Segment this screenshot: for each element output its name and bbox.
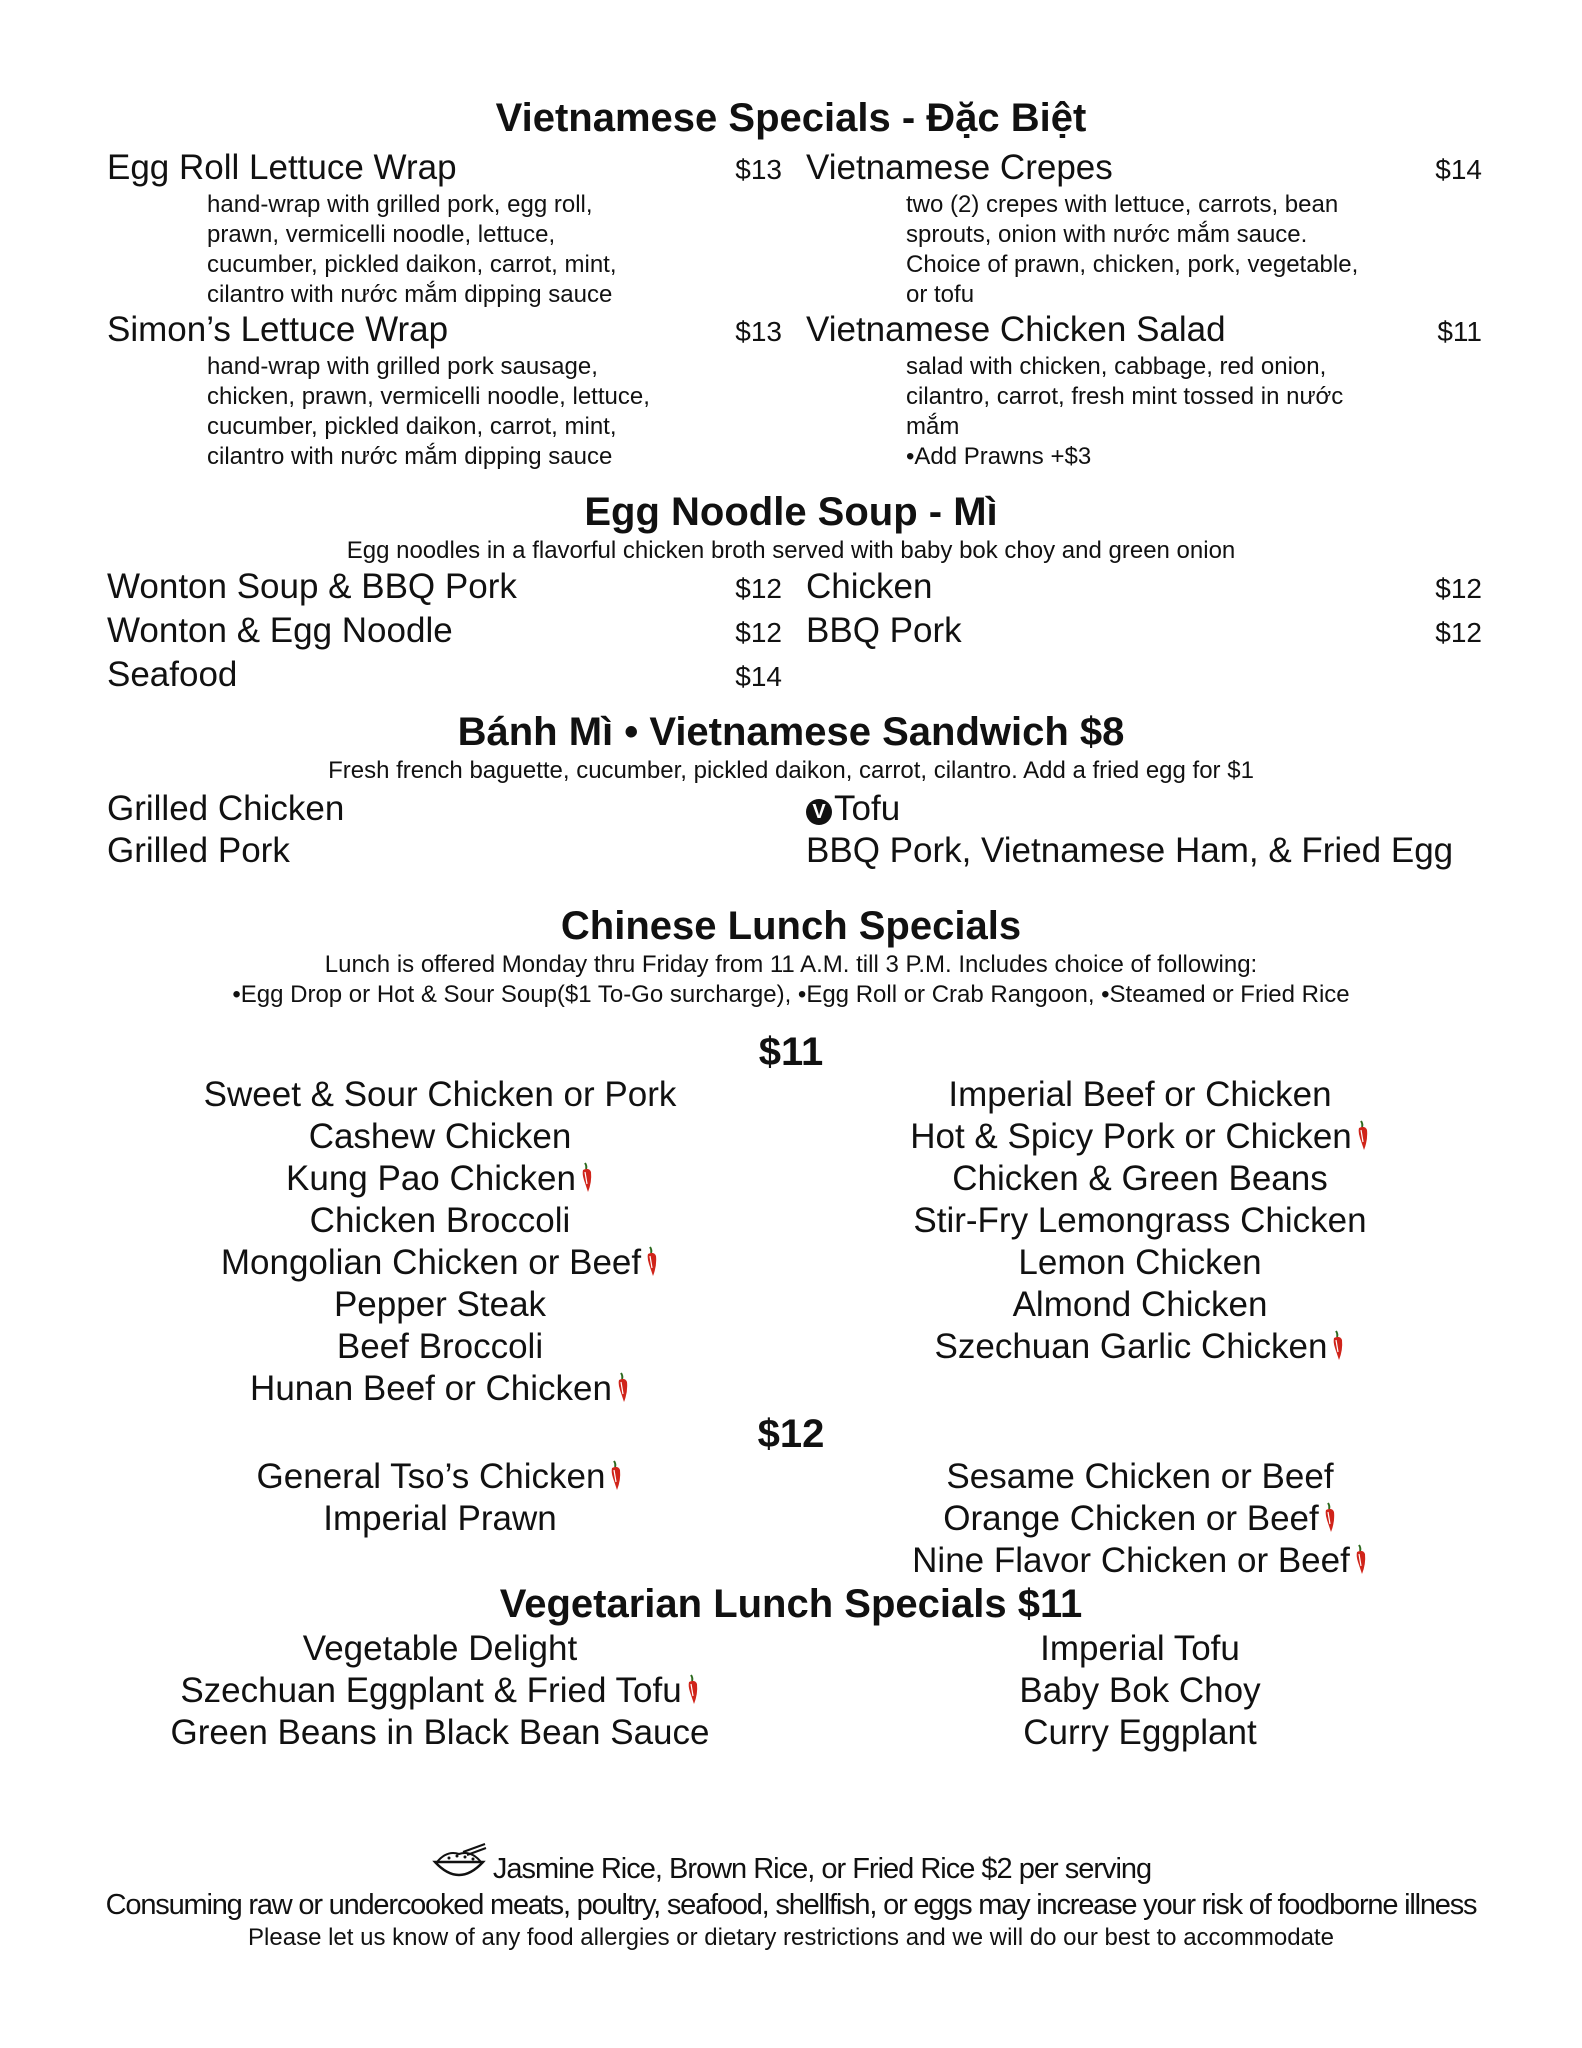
menu-item [806,566,1482,610]
chinese-tier2-left [140,1456,740,1540]
menu-item [840,1498,1440,1540]
item-price: $13 [735,316,782,347]
item-name: Vietnamese Chicken Salad [806,310,1226,349]
menu-item [840,1670,1440,1712]
chili-pepper-icon [609,1460,623,1492]
item-price: $12 [1435,573,1482,604]
desc-line: hand-wrap with grilled pork sausage, [207,353,598,380]
menu-item [840,1456,1440,1498]
menu-item [840,1242,1440,1284]
menu-item [140,1498,740,1540]
item-name: Simon’s Lettuce Wrap [107,310,449,349]
menu-item [840,1284,1440,1326]
section-title-banh-mi: Bánh Mì • Vietnamese Sandwich $8 [457,710,1125,754]
chili-pepper-icon [1331,1330,1345,1362]
menu-item [140,1158,740,1200]
item-price: $14 [1435,154,1482,185]
desc-line: or tofu [906,281,975,308]
desc-line: hand-wrap with grilled pork, egg roll, [207,191,593,218]
item-name: Chicken Broccoli [309,1201,571,1240]
desc-line: cucumber, pickled daikon, carrot, mint, [207,251,617,278]
section-subtitle-egg-noodle-soup: Egg noodles in a flavorful chicken broth served with baby bok choy and green onion [346,537,1236,564]
section-title-egg-noodle-soup: Egg Noodle Soup - Mì [584,490,998,534]
item-price: $11 [1437,316,1482,347]
item-price: $14 [735,661,782,692]
section-title-vietnamese-specials: Vietnamese Specials - Đặc Biệt [495,96,1087,140]
desc-line: sprouts, onion with nước mắm sauce. [906,221,1308,248]
menu-item [806,788,1482,830]
menu-item [107,610,782,654]
menu-item [140,1116,740,1158]
banh-mi-left [107,788,782,872]
desc-line: two (2) crepes with lettuce, carrots, bean [906,191,1339,218]
item-name: Hunan Beef or Chicken [250,1369,612,1408]
menu-item [140,1456,740,1498]
vegetarian-icon: V [806,799,832,825]
item-name: Egg Roll Lettuce Wrap [107,148,457,187]
menu-item [840,1116,1440,1158]
item-description [806,352,1482,472]
item-name: Wonton Soup & BBQ Pork [107,567,517,606]
vegetarian-left [140,1628,740,1754]
item-description [107,352,782,472]
desc-line: cilantro with nước mắm dipping sauce [207,281,613,308]
item-name: Almond Chicken [1012,1285,1268,1324]
rice-bowl-icon [431,1842,487,1884]
chili-pepper-icon [645,1246,659,1278]
footer-allergy: Please let us know of any food allergies or dietary restrictions and we will do our best to accommodate [248,1924,1334,1951]
menu-item: BBQ Pork, Vietnamese Ham, & Fried Egg [806,831,1454,870]
item-name: Mongolian Chicken or Beef [220,1243,642,1282]
footer-rice-text: Jasmine Rice, Brown Rice, or Fried Rice $2 per serving [492,1853,1152,1885]
vietnamese-specials-left [107,148,782,472]
desc-line: salad with chicken, cabbage, red onion, [906,353,1327,380]
banh-mi-right [806,788,1482,872]
chili-pepper-icon [686,1674,700,1706]
desc-line: prawn, vermicelli noodle, lettuce, [207,221,556,248]
item-name: Imperial Tofu [1040,1629,1240,1668]
item-name: Stir-Fry Lemongrass Chicken [913,1201,1367,1240]
item-price: $12 [1435,617,1482,648]
menu-item [140,1326,740,1368]
item-name: Beef Broccoli [336,1327,544,1366]
chili-pepper-icon [1323,1502,1337,1534]
price-tier-12: $12 [757,1412,825,1456]
item-price: $12 [735,617,782,648]
desc-line: cucumber, pickled daikon, carrot, mint, [207,413,617,440]
menu-item [140,1628,740,1670]
item-name: Seafood [107,655,238,694]
menu-item [840,1074,1440,1116]
menu-item [107,310,782,472]
menu-item [840,1326,1440,1368]
section-subtitle-chinese-lunch-2: •Egg Drop or Hot & Sour Soup($1 To-Go surcharge), •Egg Roll or Crab Rangoon, •Steamed or Fried Rice [232,981,1350,1008]
section-title-vegetarian: Vegetarian Lunch Specials $11 [499,1582,1083,1626]
item-description [107,190,782,310]
item-name: Imperial Prawn [323,1499,557,1538]
menu-item [806,610,1482,654]
menu-item [140,1670,740,1712]
item-name: Vegetable Delight [302,1629,578,1668]
desc-line: chicken, prawn, vermicelli noodle, lettuce, [207,383,650,410]
item-name: General Tso’s Chicken [256,1457,606,1496]
item-name: Tofu [834,789,901,828]
item-name: Wonton & Egg Noodle [107,611,453,650]
item-name: Cashew Chicken [308,1117,572,1156]
item-name: Nine Flavor Chicken or Beef [912,1541,1350,1580]
egg-noodle-right [806,566,1482,654]
menu-item [840,1712,1440,1754]
item-description [806,190,1482,310]
item-name: Chicken [806,567,933,606]
item-price: $12 [735,573,782,604]
item-name: BBQ Pork [806,611,962,650]
desc-line: Choice of prawn, chicken, pork, vegetable, [906,251,1359,278]
desc-line: mắm [906,413,960,440]
chinese-tier1-left [140,1074,740,1410]
menu-item [140,1712,740,1754]
menu-item [140,1200,740,1242]
menu-item [107,566,782,610]
menu-item [140,1074,740,1116]
egg-noodle-left [107,566,782,698]
chinese-tier2-right [840,1456,1440,1582]
item-name: Lemon Chicken [1018,1243,1262,1282]
chili-pepper-icon [1356,1120,1370,1152]
price-tier-11: $11 [758,1030,824,1074]
item-name: Green Beans in Black Bean Sauce [170,1713,710,1752]
desc-line: cilantro with nước mắm dipping sauce [207,443,613,470]
item-name: Sesame Chicken or Beef [946,1457,1334,1496]
item-price: $13 [735,154,782,185]
item-name: Baby Bok Choy [1019,1671,1261,1710]
menu-item [840,1540,1440,1582]
menu-item [840,1158,1440,1200]
vietnamese-specials-right [806,148,1482,472]
item-name: Orange Chicken or Beef [943,1499,1319,1538]
item-name: Kung Pao Chicken [286,1159,576,1198]
desc-line: •Add Prawns +$3 [906,443,1092,470]
footer-warning: Consuming raw or undercooked meats, poultry, seafood, shellfish, or eggs may increase your risk of foodborne illness [105,1889,1477,1921]
footer-rice-line [0,1842,1582,1887]
menu-item: Grilled Chicken [107,789,345,828]
menu-item [140,1368,740,1410]
menu-item [140,1242,740,1284]
section-subtitle-banh-mi: Fresh french baguette, cucumber, pickled daikon, carrot, cilantro. Add a fried egg for $1 [328,757,1254,784]
item-name: Chicken & Green Beans [952,1159,1328,1198]
item-name: Pepper Steak [333,1285,547,1324]
menu-item [107,148,782,310]
chili-pepper-icon [616,1372,630,1404]
section-subtitle-chinese-lunch-1: Lunch is offered Monday thru Friday from 11 A.M. till 3 P.M. Includes choice of following: [324,951,1258,978]
item-name: Curry Eggplant [1023,1713,1257,1752]
section-title-chinese-lunch: Chinese Lunch Specials [560,904,1022,948]
menu-item: Grilled Pork [107,831,290,870]
item-name: Imperial Beef or Chicken [948,1075,1332,1114]
menu-item [107,654,782,698]
menu-item [140,1284,740,1326]
chinese-tier1-right [840,1074,1440,1368]
menu-item [806,148,1482,310]
footer [0,1842,1582,1953]
menu-item [840,1200,1440,1242]
item-name: Szechuan Garlic Chicken [934,1327,1328,1366]
desc-line: cilantro, carrot, fresh mint tossed in nước [906,383,1344,410]
item-name: Vietnamese Crepes [806,148,1113,187]
item-name: Sweet & Sour Chicken or Pork [203,1075,677,1114]
menu-item [840,1628,1440,1670]
vegetarian-right [840,1628,1440,1754]
chili-pepper-icon [580,1162,594,1194]
chili-pepper-icon [1354,1544,1368,1576]
item-name: Hot & Spicy Pork or Chicken [910,1117,1352,1156]
item-name: Szechuan Eggplant & Fried Tofu [180,1671,682,1710]
menu-item [806,310,1482,472]
